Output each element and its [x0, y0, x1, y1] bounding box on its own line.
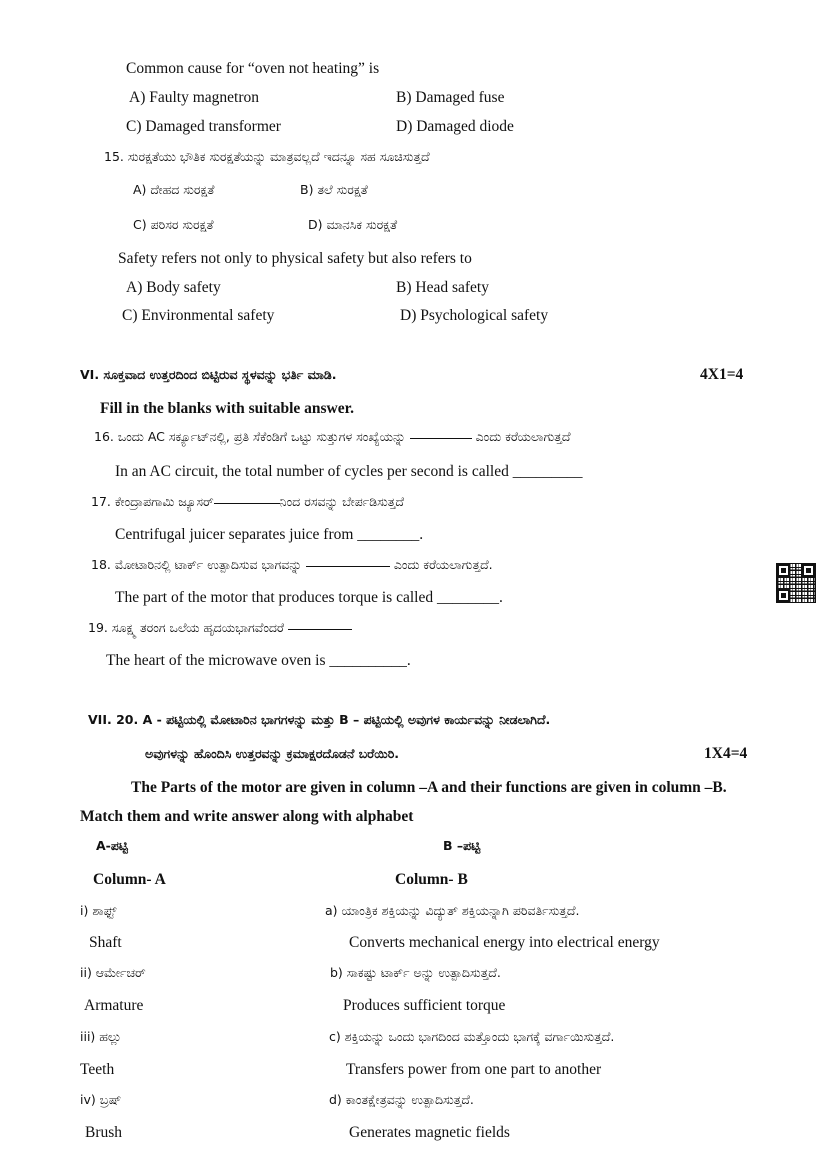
match-row-1-part-kannada: i) ಶಾಫ್ಟ್ [80, 903, 117, 918]
q18-question: The part of the motor that produces torque is called ________. [115, 589, 503, 606]
column-a-title: Column- A [93, 871, 166, 888]
match-row-2-function: Produces sufficient torque [343, 997, 506, 1014]
section-6-heading-kannada: VI. ಸೂಕ್ತವಾದ ಉತ್ತರದಿಂದ ಬಿಟ್ಟಿರುವ ಸ್ಥಳವನ್ನು ಭರ್ತಿ ಮಾಡಿ. [80, 367, 337, 382]
section-7-instruction: Match them and write answer along with alphabet [80, 808, 414, 825]
match-row-2-part-kannada: ii) ಆರ್ಮೇಚರ್ [80, 965, 146, 980]
section-7-heading: The Parts of the motor are given in column –A and their functions are given in column –B. [131, 779, 727, 796]
column-a-title-kannada: A-ಪಟ್ಟಿ [96, 838, 128, 853]
q17-kannada [91, 494, 404, 509]
q14-option-a: A) Faulty magnetron [129, 89, 260, 106]
q16-kannada-text: 16. ಒಂದು AC ಸರ್ಕ್ಯೂಟ್‌ನಲ್ಲಿ, ಪ್ರತಿ ಸೆಕೆಂಡಿಗೆ ಒಟ್ಟು ಸುತ್ತುಗಳ ಸಂಖ್ಯೆಯನ್ನು [94, 429, 406, 444]
match-row-2-function-kannada: b) ಸಾಕಷ್ಟು ಟಾರ್ಕ್ ಅನ್ನು ಉತ್ಪಾದಿಸುತ್ತದೆ. [330, 965, 501, 980]
section-7-heading-kannada: VII. 20. A - ಪಟ್ಟಿಯಲ್ಲಿ ಮೋಟಾರಿನ ಭಾಗಗಳನ್ನು ಮತ್ತು B – ಪಟ್ಟಿಯಲ್ಲಿ ಅವುಗಳ ಕಾರ್ಯವನ್ನು ನೀಡಲಾಗಿದೆ. [88, 712, 551, 727]
q14-option-d: D) Damaged diode [396, 118, 514, 135]
section-7-instruction-kannada: ಅವುಗಳನ್ನು ಹೊಂದಿಸಿ ಉತ್ತರವನ್ನು ಕ್ರಮಾಕ್ಷರದೊಡನೆ ಬರೆಯಿರಿ. [145, 746, 400, 761]
qr-code-icon [777, 564, 815, 602]
q15-option-b: B) Head safety [396, 279, 489, 296]
match-row-4-part: Brush [85, 1124, 123, 1141]
q19-kannada-text: 19. ಸೂಕ್ಷ್ಮ ತರಂಗ ಒಲೆಯ ಹೃದಯಭಾಗವೆಂದರೆ [88, 620, 285, 635]
match-row-4-function: Generates magnetic fields [349, 1124, 510, 1141]
q19-kannada-blank [288, 628, 352, 630]
q17-kannada-blank [214, 502, 280, 504]
q15-option-c: C) Environmental safety [122, 307, 275, 324]
match-row-4-function-kannada: d) ಕಾಂತಕ್ಷೇತ್ರವನ್ನು ಉತ್ಪಾದಿಸುತ್ತದೆ. [329, 1092, 474, 1107]
q19-question: The heart of the microwave oven is __________. [106, 652, 411, 669]
section-7-marks: 1X4=4 [704, 745, 748, 762]
q16-kannada-blank [410, 437, 472, 439]
match-row-4-part-kannada: iv) ಬ್ರಷ್ [80, 1092, 122, 1107]
q17-kannada-text-end: ನಿಂದ ರಸವನ್ನು ಬೇರ್ಪಡಿಸುತ್ತದೆ [279, 494, 404, 509]
q18-kannada [91, 557, 493, 572]
q17-kannada-text: 17. ಕೇಂದ್ರಾಪಗಾಮಿ ಜ್ಯೂಸರ್ [91, 494, 214, 509]
q14-question: Common cause for “oven not heating” is [126, 60, 380, 77]
q14-option-b: B) Damaged fuse [396, 89, 505, 106]
q16-question: In an AC circuit, the total number of cycles per second is called _________ [115, 463, 583, 480]
q18-kannada-blank [306, 565, 390, 567]
q14-option-c: C) Damaged transformer [126, 118, 281, 135]
match-row-2-part: Armature [84, 997, 144, 1014]
q15-option-a-kannada: A) ದೇಹದ ಸುರಕ್ಷತೆ [133, 182, 215, 197]
q17-question: Centrifugal juicer separates juice from ________. [115, 526, 424, 543]
q18-kannada-text-end: ಎಂದು ಕರೆಯಲಾಗುತ್ತದೆ. [393, 557, 493, 572]
match-row-1-part: Shaft [89, 934, 122, 951]
q15-option-d: D) Psychological safety [400, 307, 549, 324]
match-row-3-part: Teeth [80, 1061, 115, 1078]
q15-question: Safety refers not only to physical safety but also refers to [118, 250, 472, 267]
q19-kannada [88, 620, 352, 635]
section-6-heading: Fill in the blanks with suitable answer. [100, 400, 354, 417]
match-row-1-function: Converts mechanical energy into electrical energy [349, 934, 660, 951]
match-row-3-function: Transfers power from one part to another [346, 1061, 602, 1078]
q15-option-a: A) Body safety [126, 279, 221, 296]
q18-kannada-text: 18. ಮೋಟಾರಿನಲ್ಲಿ ಟಾರ್ಕ್ ಉತ್ಪಾದಿಸುವ ಭಾಗವನ್ನು [91, 557, 302, 572]
q15-option-c-kannada: C) ಪರಿಸರ ಸುರಕ್ಷತೆ [133, 217, 214, 232]
q15-question-kannada: 15. ಸುರಕ್ಷತೆಯು ಭೌತಿಕ ಸುರಕ್ಷತೆಯನ್ನು ಮಾತ್ರವಲ್ಲದೆ ಇದನ್ನೂ ಸಹ ಸೂಚಿಸುತ್ತದೆ [104, 149, 430, 164]
column-b-title: Column- B [395, 871, 468, 888]
q16-kannada [94, 429, 570, 444]
match-row-3-part-kannada: iii) ಹಲ್ಲು [80, 1029, 122, 1044]
match-row-3-function-kannada: c) ಶಕ್ತಿಯನ್ನು ಒಂದು ಭಾಗದಿಂದ ಮತ್ತೊಂದು ಭಾಗಕ್ಕೆ ವರ್ಗಾಯಿಸುತ್ತದೆ. [329, 1029, 615, 1044]
q16-kannada-text-end: ಎಂದು ಕರೆಯಲಾಗುತ್ತದೆ [475, 429, 571, 444]
q15-option-d-kannada: D) ಮಾನಸಿಕ ಸುರಕ್ಷತೆ [308, 217, 398, 232]
section-6-marks: 4X1=4 [700, 366, 744, 383]
match-row-1-function-kannada: a) ಯಾಂತ್ರಿಕ ಶಕ್ತಿಯನ್ನು ವಿದ್ಯುತ್ ಶಕ್ತಿಯನ್ನಾಗಿ ಪರಿವರ್ತಿಸುತ್ತದೆ. [325, 903, 580, 918]
column-b-title-kannada: B –ಪಟ್ಟಿ [443, 838, 481, 853]
q15-option-b-kannada: B) ತಲೆ ಸುರಕ್ಷತೆ [300, 182, 368, 197]
